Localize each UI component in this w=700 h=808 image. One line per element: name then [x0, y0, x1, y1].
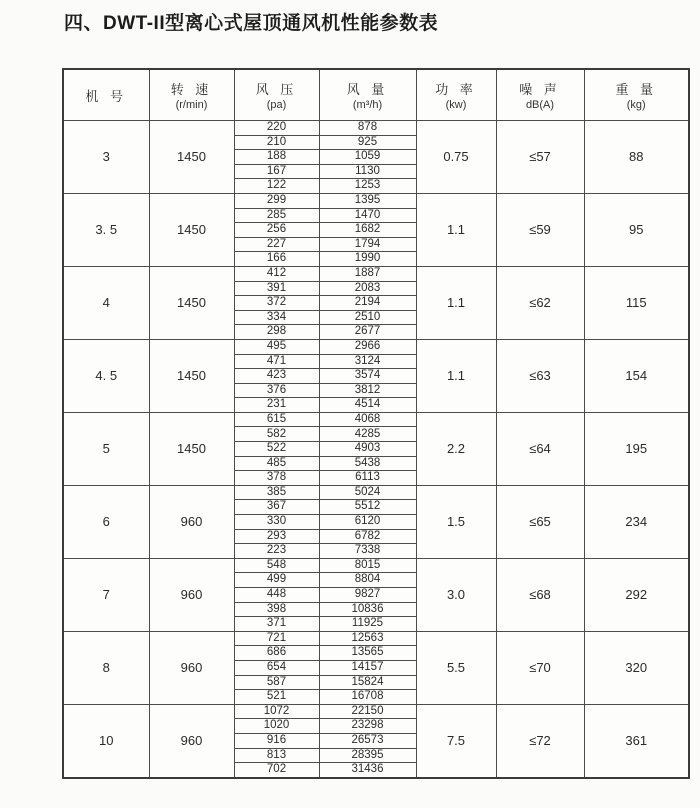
weight-cell: 361 [584, 704, 689, 777]
weight-cell: 154 [584, 339, 689, 412]
volume-cell: 4903 [319, 442, 416, 457]
power-cell: 1.5 [416, 485, 496, 558]
table-subrow [63, 485, 689, 500]
header-volume-unit: (m³/h) [352, 99, 383, 111]
volume-cell: 5512 [319, 500, 416, 515]
weight-cell: 234 [584, 485, 689, 558]
volume-cell: 22150 [319, 704, 416, 719]
table-subrow [63, 631, 689, 646]
model-cell: 5 [63, 412, 149, 485]
volume-cell: 14157 [319, 660, 416, 675]
pressure-cell: 285 [234, 208, 319, 223]
pressure-cell: 423 [234, 369, 319, 384]
pressure-cell: 813 [234, 748, 319, 763]
header-model-label: 机 号 [85, 88, 128, 104]
table-subrow [63, 266, 689, 281]
table-subrow [63, 558, 689, 573]
noise-cell: ≤63 [496, 339, 584, 412]
noise-cell: ≤65 [496, 485, 584, 558]
pressure-cell: 391 [234, 281, 319, 296]
volume-cell: 878 [319, 121, 416, 136]
pressure-cell: 485 [234, 456, 319, 471]
pressure-cell: 378 [234, 471, 319, 486]
pressure-cell: 256 [234, 223, 319, 238]
volume-cell: 4068 [319, 412, 416, 427]
pressure-cell: 721 [234, 631, 319, 646]
volume-cell: 9827 [319, 588, 416, 603]
model-cell: 6 [63, 485, 149, 558]
power-cell: 0.75 [416, 121, 496, 194]
pressure-cell: 210 [234, 135, 319, 150]
model-cell: 4. 5 [63, 339, 149, 412]
volume-cell: 1059 [319, 150, 416, 165]
page-title: 四、DWT-II型离心式屋顶通风机性能参数表 [64, 13, 439, 34]
pressure-cell: 1072 [234, 704, 319, 719]
pressure-cell: 367 [234, 500, 319, 515]
noise-cell: ≤62 [496, 266, 584, 339]
power-cell: 5.5 [416, 631, 496, 704]
pressure-cell: 499 [234, 573, 319, 588]
volume-cell: 16708 [319, 690, 416, 705]
pressure-cell: 495 [234, 339, 319, 354]
volume-cell: 3574 [319, 369, 416, 384]
weight-cell: 115 [584, 266, 689, 339]
model-cell: 7 [63, 558, 149, 631]
pressure-cell: 330 [234, 515, 319, 530]
pressure-cell: 448 [234, 588, 319, 603]
volume-cell: 31436 [319, 763, 416, 778]
noise-cell: ≤59 [496, 193, 584, 266]
table-header [63, 69, 689, 121]
volume-cell: 12563 [319, 631, 416, 646]
weight-cell: 95 [584, 193, 689, 266]
volume-cell: 23298 [319, 719, 416, 734]
volume-cell: 10836 [319, 602, 416, 617]
volume-cell: 2194 [319, 296, 416, 311]
header-volume [319, 69, 416, 121]
volume-cell: 3124 [319, 354, 416, 369]
pressure-cell: 587 [234, 675, 319, 690]
volume-cell: 8804 [319, 573, 416, 588]
volume-cell: 1130 [319, 164, 416, 179]
pressure-cell: 167 [234, 164, 319, 179]
header-pressure-label: 风 压 [255, 82, 298, 97]
pressure-cell: 548 [234, 558, 319, 573]
volume-cell: 8015 [319, 558, 416, 573]
speed-cell: 1450 [149, 266, 234, 339]
weight-cell: 88 [584, 121, 689, 194]
pressure-cell: 122 [234, 179, 319, 194]
header-row [63, 69, 689, 121]
speed-cell: 960 [149, 558, 234, 631]
pressure-cell: 371 [234, 617, 319, 632]
volume-cell: 4285 [319, 427, 416, 442]
volume-cell: 5438 [319, 456, 416, 471]
table-subrow [63, 412, 689, 427]
volume-cell: 1887 [319, 266, 416, 281]
power-cell: 7.5 [416, 704, 496, 777]
pressure-cell: 220 [234, 121, 319, 136]
model-cell: 8 [63, 631, 149, 704]
pressure-cell: 372 [234, 296, 319, 311]
weight-cell: 292 [584, 558, 689, 631]
pressure-cell: 1020 [234, 719, 319, 734]
pressure-cell: 521 [234, 690, 319, 705]
volume-cell: 1395 [319, 193, 416, 208]
pressure-cell: 398 [234, 602, 319, 617]
volume-cell: 11925 [319, 617, 416, 632]
speed-cell: 960 [149, 704, 234, 777]
volume-cell: 6782 [319, 529, 416, 544]
pressure-cell: 188 [234, 150, 319, 165]
header-model [63, 69, 149, 121]
volume-cell: 925 [319, 135, 416, 150]
volume-cell: 1253 [319, 179, 416, 194]
volume-cell: 15824 [319, 675, 416, 690]
power-cell: 3.0 [416, 558, 496, 631]
volume-cell: 6120 [319, 515, 416, 530]
header-volume-label: 风 量 [346, 82, 389, 97]
model-cell: 3. 5 [63, 193, 149, 266]
pressure-cell: 376 [234, 383, 319, 398]
model-cell: 4 [63, 266, 149, 339]
speed-cell: 960 [149, 631, 234, 704]
table-subrow [63, 193, 689, 208]
noise-cell: ≤57 [496, 121, 584, 194]
noise-cell: ≤72 [496, 704, 584, 777]
volume-cell: 1990 [319, 252, 416, 267]
volume-cell: 2510 [319, 310, 416, 325]
speed-cell: 1450 [149, 193, 234, 266]
volume-cell: 2966 [319, 339, 416, 354]
volume-cell: 26573 [319, 733, 416, 748]
pressure-cell: 522 [234, 442, 319, 457]
pressure-cell: 293 [234, 529, 319, 544]
header-speed [149, 69, 234, 121]
pressure-cell: 334 [234, 310, 319, 325]
pressure-cell: 582 [234, 427, 319, 442]
header-weight-unit: (kg) [626, 99, 646, 111]
pressure-cell: 654 [234, 660, 319, 675]
power-cell: 1.1 [416, 193, 496, 266]
header-power-unit: (kw) [445, 99, 467, 111]
weight-cell: 320 [584, 631, 689, 704]
speed-cell: 960 [149, 485, 234, 558]
pressure-cell: 471 [234, 354, 319, 369]
noise-cell: ≤68 [496, 558, 584, 631]
header-speed-unit: (r/min) [175, 99, 208, 111]
pressure-cell: 615 [234, 412, 319, 427]
header-noise-unit: dB(A) [525, 99, 555, 111]
pressure-cell: 298 [234, 325, 319, 340]
pressure-cell: 223 [234, 544, 319, 559]
noise-cell: ≤70 [496, 631, 584, 704]
power-cell: 1.1 [416, 339, 496, 412]
table-subrow [63, 339, 689, 354]
header-weight [584, 69, 689, 121]
pressure-cell: 299 [234, 193, 319, 208]
volume-cell: 1794 [319, 237, 416, 252]
pressure-cell: 385 [234, 485, 319, 500]
header-pressure-unit: (pa) [266, 99, 287, 111]
fan-performance-table [62, 68, 690, 779]
volume-cell: 7338 [319, 544, 416, 559]
fan-table-body [63, 121, 689, 778]
pressure-cell: 227 [234, 237, 319, 252]
header-noise-label: 噪 声 [519, 82, 561, 97]
speed-cell: 1450 [149, 339, 234, 412]
pressure-cell: 702 [234, 763, 319, 778]
volume-cell: 4514 [319, 398, 416, 413]
volume-cell: 1470 [319, 208, 416, 223]
volume-cell: 1682 [319, 223, 416, 238]
speed-cell: 1450 [149, 412, 234, 485]
header-power [416, 69, 496, 121]
noise-cell: ≤64 [496, 412, 584, 485]
volume-cell: 28395 [319, 748, 416, 763]
table-subrow [63, 704, 689, 719]
header-power-label: 功 率 [435, 82, 477, 97]
model-cell: 10 [63, 704, 149, 777]
volume-cell: 2083 [319, 281, 416, 296]
speed-cell: 1450 [149, 121, 234, 194]
weight-cell: 195 [584, 412, 689, 485]
volume-cell: 2677 [319, 325, 416, 340]
volume-cell: 5024 [319, 485, 416, 500]
pressure-cell: 166 [234, 252, 319, 267]
header-pressure [234, 69, 319, 121]
pressure-cell: 231 [234, 398, 319, 413]
header-speed-label: 转 速 [170, 82, 213, 97]
table-subrow [63, 121, 689, 136]
pressure-cell: 412 [234, 266, 319, 281]
power-cell: 2.2 [416, 412, 496, 485]
header-noise [496, 69, 584, 121]
volume-cell: 3812 [319, 383, 416, 398]
model-cell: 3 [63, 121, 149, 194]
header-weight-label: 重 量 [615, 82, 658, 97]
volume-cell: 6113 [319, 471, 416, 486]
pressure-cell: 686 [234, 646, 319, 661]
pressure-cell: 916 [234, 733, 319, 748]
volume-cell: 13565 [319, 646, 416, 661]
power-cell: 1.1 [416, 266, 496, 339]
